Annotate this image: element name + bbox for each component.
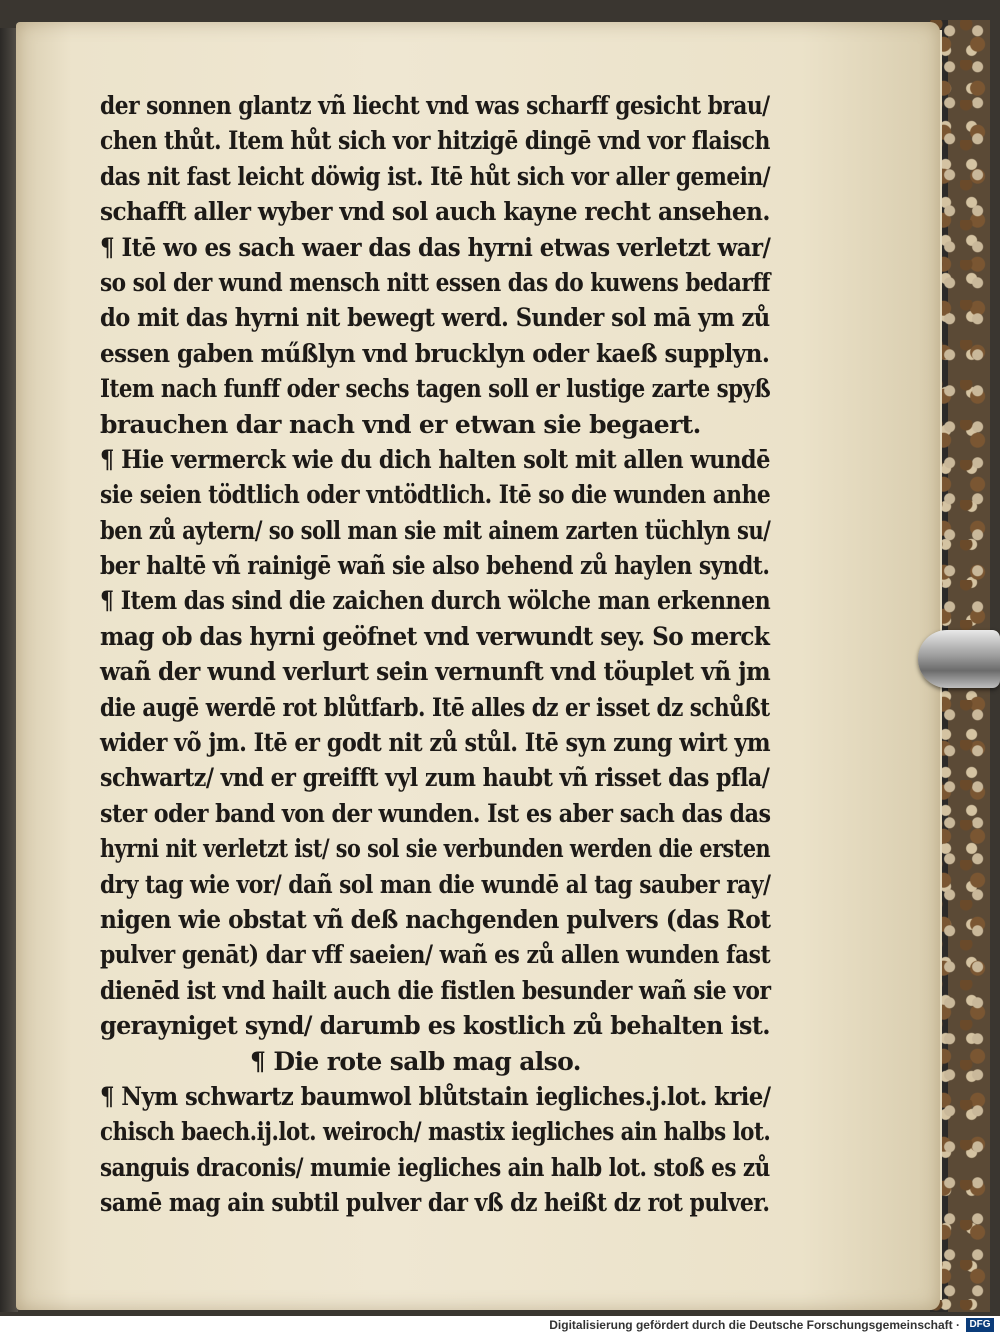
- text-line: der sonnen glantz vñ liecht vnd was scharff gesicht brau/: [100, 91, 770, 120]
- text-line: nigen wie obstat vñ deß nachgenden pulvers (das Rot: [100, 904, 771, 934]
- text-line: Item nach funff oder sechs tagen soll er lustige zarte spyß: [100, 374, 771, 404]
- text-line: dry tag wie vor/ dañ sol man die wundē al tag sauber ray/: [100, 869, 771, 899]
- text-line: ¶ Hie vermerck wie du dich halten solt mit allen wundē: [100, 444, 770, 474]
- text-line: hyrni nit verletzt ist/ so sol sie verbunden werden die ersten: [100, 834, 771, 864]
- text-line: chisch baech.ij.lot. weiroch/ mastix iegliches ain halbs lot.: [100, 1117, 771, 1147]
- text-line: ¶ Nym schwartz baumwol blůtstain iegliches.j.lot. krie/: [100, 1081, 771, 1111]
- text-line: schwartz/ vnd er greifft vyl zum haubt vñ risset das pfla/: [100, 763, 770, 793]
- text-line: wañ der wund verlurt sein vernunft vnd töuplet vñ jm: [100, 657, 771, 687]
- text-line: brauchen dar nach vnd er etwan sie begaert.: [100, 409, 701, 439]
- text-line: so sol der wund mensch nitt essen das do kuwens bedarff: [100, 267, 770, 297]
- text-line: chen thůt. Item hůt sich vor hitzigē dingē vnd vor flaisch: [100, 126, 770, 156]
- funding-notice: Digitalisierung gefördert durch die Deutsche Forschungsgemeinschaft ·: [549, 1318, 960, 1332]
- text-line: do mit das hyrni nit bewegt werd. Sunder sol mā ym zů: [100, 303, 770, 333]
- dfg-logo-icon: DFG: [966, 1318, 994, 1332]
- text-line: ben zů aytern/ so soll man sie mit ainem zarten tüchlyn su/: [100, 515, 771, 545]
- metal-clasp: [918, 630, 1000, 688]
- text-line: sanguis draconis/ mumie iegliches ain halb lot. stoß es zů: [100, 1152, 770, 1182]
- text-line: samē mag ain subtil pulver dar vß dz heißt dz rot pulver.: [100, 1188, 770, 1218]
- text-line: pulver genāt) dar vff saeien/ wañ es zů allen wunden fast: [100, 940, 771, 970]
- text-line: ¶ Item das sind die zaichen durch wölche man erkennen: [100, 586, 771, 616]
- text-line: mag ob das hyrni geöfnet vnd verwundt sey. So merck: [100, 621, 770, 651]
- footer-bar: [0, 1316, 1000, 1335]
- text-line: schafft aller wyber vnd sol auch kayne recht ansehen.: [100, 197, 770, 227]
- text-line: die augē werdē rot blůtfarb. Itē alles dz er isset dz schůßt: [100, 692, 770, 722]
- text-line: ¶ Itē wo es sach waer das das hyrni etwas verletzt war/: [100, 232, 771, 262]
- text-line: essen gaben műßlyn vnd brucklyn oder kaeß supplyn.: [100, 338, 770, 368]
- text-line: gerayniget synd/ darumb es kostlich zů behalten ist.: [100, 1011, 771, 1041]
- text-line: ¶ Die rote salb mag also.: [250, 1046, 581, 1076]
- text-line: sie seien tödtlich oder vntödtlich. Itē so die wunden anhe: [100, 480, 771, 510]
- text-line: das nit fast leicht döwig ist. Itē hůt sich vor aller gemein/: [100, 161, 771, 191]
- text-line: ber haltē vñ rainigē wañ sie also behend zů haylen syndt.: [100, 551, 770, 581]
- text-line: wider võ jm. Itē er godt nit zů stůl. Itē syn zung wirt ym: [100, 728, 771, 758]
- text-line: dienēd ist vnd hailt auch die fistlen besunder wañ sie vor: [100, 975, 771, 1005]
- text-line: ster oder band von der wunden. Ist es aber sach das das: [100, 798, 771, 828]
- page-text: [100, 88, 770, 1221]
